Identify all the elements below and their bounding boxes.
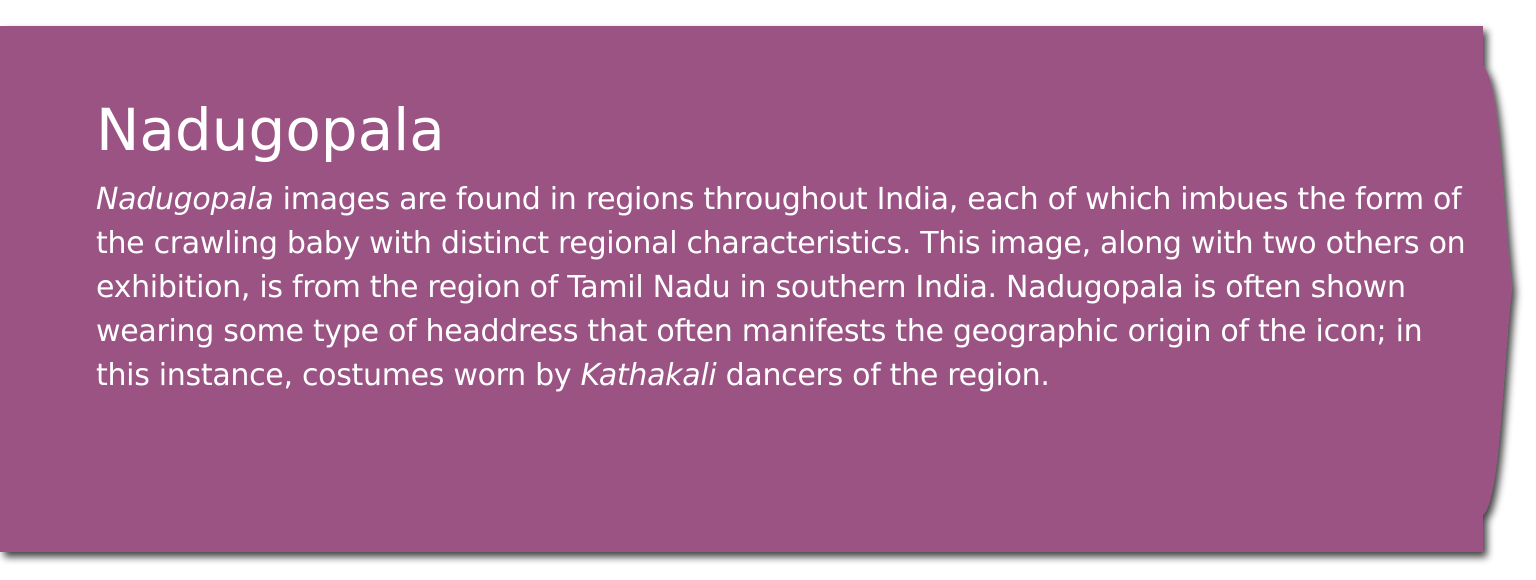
italic-term-nadugopala: Nadugopala — [96, 182, 274, 217]
page-title: Nadugopala — [96, 96, 445, 164]
italic-term-kathakali: Kathakali — [580, 358, 717, 393]
label-content — [96, 90, 1476, 398]
paragraph-text-part2: dancers of the region. — [716, 358, 1050, 393]
description-paragraph — [96, 178, 1476, 398]
paragraph-text-part1: images are found in regions throughout India, each of which imbues the form of the crawling baby with distinct regional characteristics. This image, along with two others on exhibition, is from the region of Tamil Nadu in southern India. Nadugopala is often shown wearing some type of headdress that often manifests the geographic origin of the icon; in this instance, costumes worn by — [96, 182, 1466, 393]
